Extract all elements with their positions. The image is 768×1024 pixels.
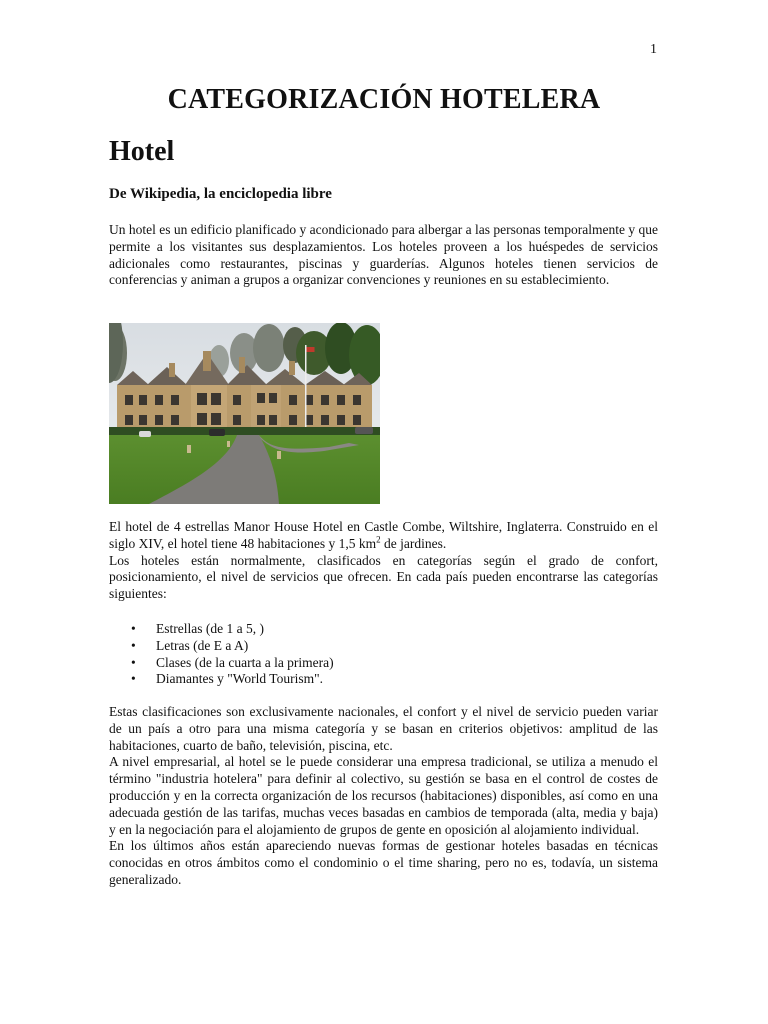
classification-section [109,704,658,889]
article-title: Hotel [109,136,175,167]
hotel-photo [109,323,380,504]
photo-caption-paragraph [109,519,658,603]
classification-paragraph: Estas clasificaciones son exclusivamente nacionales, el confort y el nivel de servicio pueden variar de un país a otro para una misma categoría y se basan en criterios objetivos: amplitud de las habitaciones, cuarto de baño, televisión, piscina, etc. [109,704,658,753]
page-number: 1 [650,42,657,57]
caption-line-3: Los hoteles están normalmente, clasificados en categorías según el grado de confort, posicionamiento, el nivel de servicios que ofrecen. En cada país pueden encontrarse las categorías siguientes: [109,552,658,602]
caption-line-1: El hotel de 4 estrellas Manor House Hotel en Castle Combe, Wiltshire, Inglaterra. [109,519,563,534]
manor-house-illustration [109,323,380,504]
list-item: • Clases (de la cuarta a la primera) [109,655,658,672]
main-title: CATEGORIZACIÓN HOTELERA [167,84,601,115]
new-forms-paragraph: En los últimos años están apareciendo nuevas formas de gestionar hoteles basadas en técnicas conocidas en otros ámbitos como el condominio o el time sharing, pero no es, todavía, un sistema generalizado. [109,838,658,887]
list-item: • Diamantes y "World Tourism". [109,671,658,688]
categories-list [109,621,658,688]
article-subtitle: De Wikipedia, la enciclopedia libre [109,186,332,202]
list-item: • Letras (de E a A) [109,638,658,655]
list-item: • Estrellas (de 1 a 5, ) [109,621,658,638]
business-paragraph: A nivel empresarial, al hotel se le puede considerar una empresa tradicional, se utiliza a menudo el término "industria hotelera" para definir al colectivo, su gestión se basa en el control de costes de producción y en la correcta organización de los recursos (habitaciones) disponibles, así como en una adecuada gestión de las tarifas, muchas veces basadas en cambios de temporada (alta, media y baja) y en la negociación para el alojamiento de grupos de gente en oposición al alojamiento individual. [109,754,658,837]
intro-paragraph: Un hotel es un edificio planificado y acondicionado para albergar a las personas temporalmente y que permite a los visitantes sus desplazamientos. Los hoteles proveen a los huéspedes de servicios adicionales como restaurantes, piscinas y guarderías. Algunos hoteles tienen servicios de conferencias y animan a grupos a organizar convenciones y reuniones en su establecimiento. [109,222,658,288]
caption-line-2: Construido en el siglo XIV, el hotel tiene 48 habitaciones y 1,5 $km^2$ de jardines. [109,519,658,551]
